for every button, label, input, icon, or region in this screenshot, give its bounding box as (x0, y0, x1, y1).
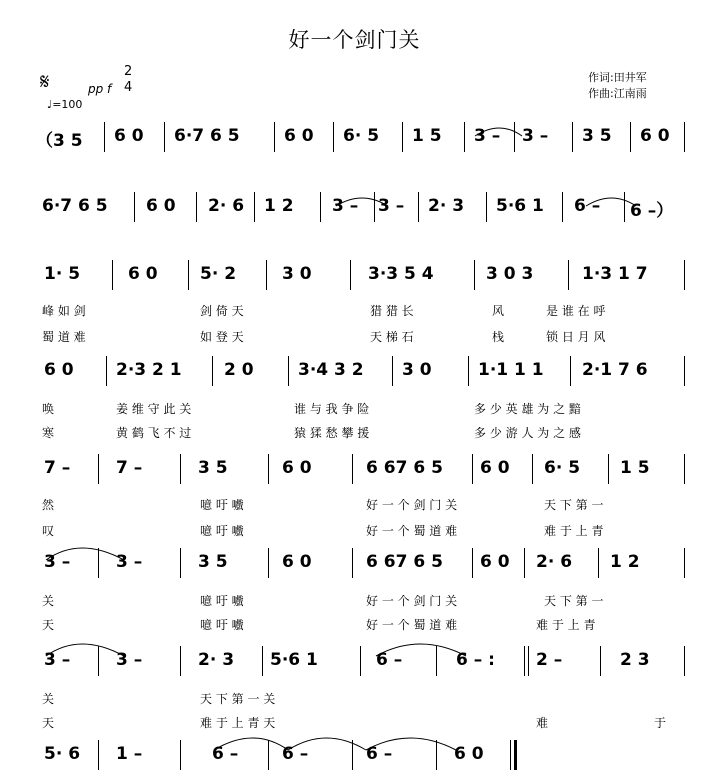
barline (266, 260, 267, 290)
measure: 2· 6 (208, 196, 245, 216)
barline (262, 646, 263, 676)
barline (472, 548, 473, 578)
lyric: 天 (42, 618, 55, 632)
barline (528, 646, 529, 676)
barline (98, 548, 99, 578)
barline (684, 260, 685, 290)
lyric: 天 下 第 一 (544, 498, 604, 512)
measure: 7 – (116, 458, 143, 478)
measure: 3 0 (282, 264, 312, 284)
lyric: 好 一 个 剑 门 关 (366, 498, 458, 512)
barline (464, 122, 465, 152)
barline (600, 646, 601, 676)
barline (104, 122, 105, 152)
barline (352, 740, 353, 770)
measure: 3 – (44, 552, 71, 572)
barline (684, 646, 685, 676)
measure: 3 – (474, 126, 501, 146)
time-signature-bottom: 4 (124, 80, 133, 95)
measure: 1· 5 (44, 264, 81, 284)
barline (684, 454, 685, 484)
measure: 6 – (212, 744, 239, 764)
barline (98, 454, 99, 484)
barline (320, 192, 321, 222)
lyric: 天 (42, 716, 55, 730)
barline (472, 454, 473, 484)
lyric: 黄 鹤 飞 不 过 (116, 426, 192, 440)
lyric: 难 (536, 716, 549, 730)
lyric: 谁 与 我 争 险 (294, 402, 370, 416)
lyric: 猎 猎 长 (370, 304, 414, 318)
measure: 6· 5 (544, 458, 581, 478)
measure: 1 2 (264, 196, 294, 216)
measure: 2·3 2 1 (116, 360, 182, 380)
barline (418, 192, 419, 222)
measure: 3·3 5 4 (368, 264, 434, 284)
measure: 6 –） (630, 201, 674, 221)
measure: 3 – (378, 196, 405, 216)
measure: 6 0 (480, 552, 510, 572)
barline (684, 356, 685, 386)
barline (268, 454, 269, 484)
lyric: 难 于 上 青 (536, 618, 596, 632)
measure: （3 5 (36, 131, 83, 151)
measure: 3 – (116, 650, 143, 670)
barline (374, 192, 375, 222)
barline (510, 740, 511, 770)
barline (532, 454, 533, 484)
measure: 6 0 (454, 744, 484, 764)
measure: 5· 6 (44, 744, 81, 764)
lyric: 锁 日 月 风 (546, 330, 606, 344)
measure: 6 0 (480, 458, 510, 478)
lyric: 关 (42, 692, 55, 706)
barline (254, 192, 255, 222)
lyric: 于 (654, 716, 667, 730)
notes-row (36, 458, 686, 486)
barline (180, 548, 181, 578)
measure: 5·6 1 (496, 196, 544, 216)
barline (333, 122, 334, 152)
measure: 6 0 (282, 458, 312, 478)
credits (588, 70, 647, 102)
measure: 6·7 6 5 (174, 126, 240, 146)
barline (288, 356, 289, 386)
lyric: 天 梯 石 (370, 330, 414, 344)
barline (468, 356, 469, 386)
barline (360, 646, 361, 676)
barline (624, 192, 625, 222)
barline (274, 122, 275, 152)
measure: 3 – (116, 552, 143, 572)
notes-row (36, 264, 686, 292)
lyric: 难 于 上 青 (544, 524, 604, 538)
measure: 2· 6 (536, 552, 573, 572)
barline (524, 548, 525, 578)
lyric: 是 谁 在 呼 (546, 304, 606, 318)
measure: 6 0 (282, 552, 312, 572)
barline (112, 260, 113, 290)
measure: 6 0 (128, 264, 158, 284)
measure: 5·6 1 (270, 650, 318, 670)
barline (212, 356, 213, 386)
barline (524, 646, 525, 676)
lyric: 然 (42, 498, 55, 512)
lyric: 峰 如 剑 (42, 304, 86, 318)
segno-icon: 𝄋 (40, 70, 50, 95)
measure: 6 67 6 5 (366, 552, 443, 572)
measure: 2 3 (620, 650, 650, 670)
barline (562, 192, 563, 222)
barline (608, 454, 609, 484)
measure: 2 0 (224, 360, 254, 380)
final-barline (514, 740, 517, 770)
measure: 3 5 (582, 126, 612, 146)
barline (352, 548, 353, 578)
barline (598, 548, 599, 578)
barline (568, 260, 569, 290)
lyric: 姜 维 守 此 关 (116, 402, 192, 416)
lyric: 如 登 天 (200, 330, 244, 344)
barline (570, 356, 571, 386)
barline (98, 646, 99, 676)
barline (436, 740, 437, 770)
notes-row (36, 196, 686, 224)
barline (514, 122, 515, 152)
measure: 1 – (116, 744, 143, 764)
lyric: 栈 (492, 330, 505, 344)
lyric: 噫 吁 嚱 (200, 524, 244, 538)
measure: 6 0 (640, 126, 670, 146)
lyric: 蜀 道 难 (42, 330, 86, 344)
measure: 3 – (332, 196, 359, 216)
measure: 1·1 1 1 (478, 360, 544, 380)
measure: 5· 2 (200, 264, 237, 284)
lyric: 猿 猱 愁 攀 援 (294, 426, 370, 440)
measure: 6 – : (456, 650, 495, 670)
barline (180, 740, 181, 770)
lyric: 噫 吁 嚱 (200, 498, 244, 512)
measure: 3 – (522, 126, 549, 146)
measure: 2· 3 (428, 196, 465, 216)
barline (196, 192, 197, 222)
lyric: 关 (42, 594, 55, 608)
barline (180, 646, 181, 676)
barline (474, 260, 475, 290)
lyric: 寒 (42, 426, 55, 440)
measure: 1 5 (412, 126, 442, 146)
notes-row (36, 126, 686, 154)
barline (268, 740, 269, 770)
barline (106, 356, 107, 386)
barline (630, 122, 631, 152)
lyric: 多 少 游 人 为 之 感 (474, 426, 581, 440)
dynamics-mark: pp f (88, 82, 112, 96)
measure: 6 – (574, 196, 601, 216)
lyric: 难 于 上 青 天 (200, 716, 276, 730)
measure: 1 2 (610, 552, 640, 572)
measure: 3 0 (402, 360, 432, 380)
measure: 3 – (44, 650, 71, 670)
notes-row (36, 552, 686, 580)
measure: 6 0 (114, 126, 144, 146)
barline (134, 192, 135, 222)
barline (268, 548, 269, 578)
lyric: 剑 倚 天 (200, 304, 244, 318)
barline (392, 356, 393, 386)
measure: 6 0 (146, 196, 176, 216)
barline (684, 548, 685, 578)
lyric: 叹 (42, 524, 55, 538)
score-meta (40, 62, 133, 114)
lyric: 天 下 第 一 (544, 594, 604, 608)
barline (188, 260, 189, 290)
measure: 3·4 3 2 (298, 360, 364, 380)
barline (436, 646, 437, 676)
measure: 6·7 6 5 (42, 196, 108, 216)
barline (684, 122, 685, 152)
time-signature-top: 2 (124, 64, 133, 79)
measure: 3 0 3 (486, 264, 534, 284)
measure: 6 – (282, 744, 309, 764)
measure: 2 – (536, 650, 563, 670)
barline (572, 122, 573, 152)
measure: 2· 3 (198, 650, 235, 670)
notes-row (36, 744, 686, 772)
lyricist-credit: 作词:田井军 (588, 71, 647, 84)
lyric: 好 一 个 蜀 道 难 (366, 524, 458, 538)
lyric: 噫 吁 嚱 (200, 594, 244, 608)
measure: 6 0 (44, 360, 74, 380)
barline (402, 122, 403, 152)
notes-row (36, 650, 686, 678)
lyric: 唤 (42, 402, 55, 416)
measure: 3 5 (198, 458, 228, 478)
barline (486, 192, 487, 222)
lyric: 噫 吁 嚱 (200, 618, 244, 632)
barline (164, 122, 165, 152)
composer-credit: 作曲:江南雨 (588, 87, 647, 100)
notes-row (36, 360, 686, 388)
measure: 6 67 6 5 (366, 458, 443, 478)
measure: 6 0 (284, 126, 314, 146)
tempo-mark: ♩=100 (47, 98, 83, 111)
barline (180, 454, 181, 484)
measure: 6 – (366, 744, 393, 764)
measure: 6 – (376, 650, 403, 670)
lyric: 天 下 第 一 关 (200, 692, 276, 706)
barline (350, 260, 351, 290)
lyric: 多 少 英 雄 为 之 黯 (474, 402, 581, 416)
measure: 1·3 1 7 (582, 264, 648, 284)
measure: 3 5 (198, 552, 228, 572)
measure: 1 5 (620, 458, 650, 478)
lyric: 好 一 个 蜀 道 难 (366, 618, 458, 632)
lyric: 好 一 个 剑 门 关 (366, 594, 458, 608)
barline (352, 454, 353, 484)
song-title: 好一个剑门关 (288, 28, 421, 52)
measure: 7 – (44, 458, 71, 478)
lyric: 风 (492, 304, 505, 318)
measure: 2·1 7 6 (582, 360, 648, 380)
barline (98, 740, 99, 770)
measure: 6· 5 (343, 126, 380, 146)
